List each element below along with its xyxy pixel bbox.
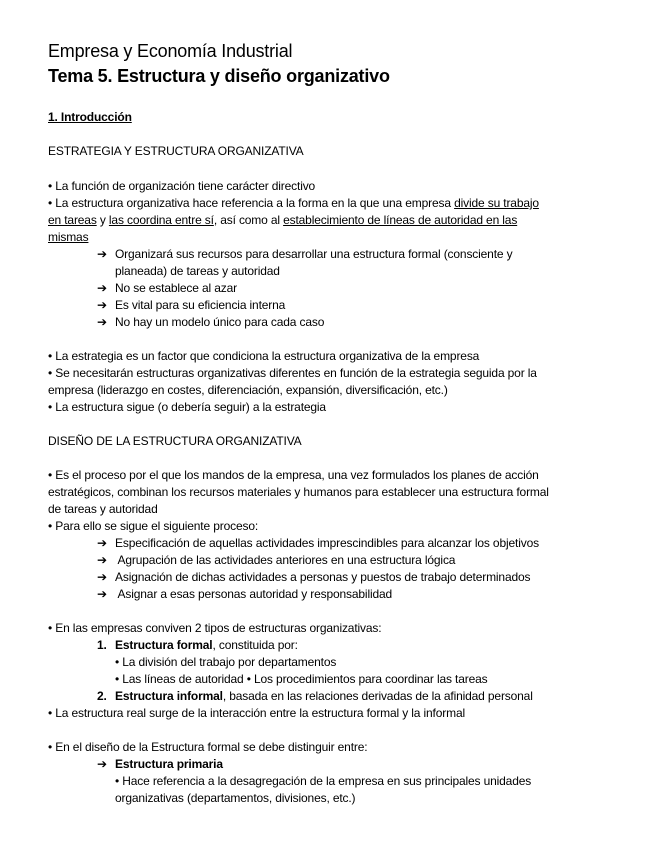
bold-term: Estructura primaria: [115, 757, 223, 771]
bullet-text-continued: [48, 212, 517, 228]
bullet-text-continued: de tareas y autoridad: [48, 502, 158, 516]
process-step: [97, 535, 539, 551]
arrow-icon: ➔: [97, 315, 107, 329]
document-subject: Empresa y Economía Industrial: [48, 41, 293, 61]
bullet-text: • En las empresas conviven 2 tipos de estructuras organizativas:: [48, 621, 382, 635]
section-heading-introduccion: 1. Introducción: [48, 110, 132, 124]
process-step: [97, 569, 530, 585]
sub-bullet-continued: organizativas (departamentos, divisiones, etc.): [115, 791, 356, 805]
arrow-icon: ➔: [97, 281, 107, 295]
subheading-estrategia: ESTRATEGIA Y ESTRUCTURA ORGANIZATIVA: [48, 144, 304, 158]
arrow-icon: ➔: [97, 247, 107, 261]
sub-bullet: • Hace referencia a la desagregación de la empresa en sus principales unidades: [115, 774, 532, 788]
text-run: , así como al: [213, 213, 284, 227]
bullet-text: • Para ello se sigue el siguiente proceso:: [48, 519, 259, 533]
document-title: Tema 5. Estructura y diseño organizativo: [48, 66, 390, 86]
arrow-icon: ➔: [97, 536, 107, 550]
bullet-text: • Es el proceso por el que los mandos de la empresa, una vez formulados los planes de acción: [48, 468, 539, 482]
arrow-icon: ➔: [97, 298, 107, 312]
process-step-text: Especificación de aquellas actividades imprescindibles para alcanzar los objetivos: [115, 536, 539, 550]
bullet-text-continued: empresa (liderazgo en costes, diferenciación, expansión, diversificación, etc.): [48, 383, 448, 397]
item-number: 2.: [97, 689, 107, 703]
item-number: 1.: [97, 638, 107, 652]
bullet-text-continued: estratégicos, combinan los recursos materiales y humanos para establecer una estructura formal: [48, 485, 549, 499]
bullet-text-continued: [48, 229, 88, 245]
bold-term: Estructura informal: [115, 689, 223, 703]
subheading-diseno: DISEÑO DE LA ESTRUCTURA ORGANIZATIVA: [48, 434, 302, 448]
bullet-text: • La estructura real surge de la interacción entre la estructura formal y la informal: [48, 706, 465, 720]
arrow-icon: ➔: [97, 553, 107, 567]
text-run: , constituida por:: [212, 638, 298, 652]
underlined-text: divide su trabajo: [454, 196, 539, 210]
bullet-text: • La estructura sigue (o debería seguir) a la estrategia: [48, 400, 326, 414]
underlined-text: en tareas: [48, 213, 97, 227]
underlined-text: mismas: [48, 230, 89, 244]
arrow-icon: ➔: [97, 757, 107, 771]
bullet-text: • La estrategia es un factor que condiciona la estructura organizativa de la empresa: [48, 349, 480, 363]
sub-bullet: • La división del trabajo por departamentos: [115, 655, 337, 669]
text-run: • La estructura organizativa hace referencia a la forma en la que una empresa: [48, 196, 455, 210]
process-step: [97, 586, 392, 602]
bold-term: Estructura formal: [115, 638, 213, 652]
process-step-text: Agrupación de las actividades anteriores en una estructura lógica: [115, 553, 456, 567]
bullet-text: • En el diseño de la Estructura formal se debe distinguir entre:: [48, 740, 368, 754]
numbered-item: [97, 688, 533, 704]
arrow-item-text: Es vital para su eficiencia interna: [115, 298, 286, 312]
underlined-text: establecimiento de líneas de autoridad en las: [283, 213, 518, 227]
text-run: y: [96, 213, 109, 227]
text-run: , basada en las relaciones derivadas de la afinidad personal: [222, 689, 533, 703]
arrow-icon: ➔: [97, 570, 107, 584]
arrow-item: [97, 280, 237, 296]
arrow-icon: ➔: [97, 587, 107, 601]
arrow-item: [97, 314, 324, 330]
bullet-text: • La función de organización tiene carácter directivo: [48, 179, 316, 193]
arrow-item: [97, 297, 285, 313]
process-step-text: Asignar a esas personas autoridad y responsabilidad: [115, 587, 393, 601]
bullet-text: • Se necesitarán estructuras organizativas diferentes en función de la estrategia seguida por la: [48, 366, 537, 380]
arrow-item-text: No se establece al azar: [115, 281, 237, 295]
numbered-item: [97, 637, 298, 653]
sub-bullet: • Las líneas de autoridad • Los procedimientos para coordinar las tareas: [115, 672, 488, 686]
bullet-text: [48, 195, 539, 211]
arrow-item: [97, 246, 512, 262]
process-step-text: Asignación de dichas actividades a personas y puestos de trabajo determinados: [115, 570, 531, 584]
underlined-text: las coordina entre sí: [108, 213, 214, 227]
arrow-item-text: Organizará sus recursos para desarrollar una estructura formal (consciente y: [115, 247, 513, 261]
arrow-item: [97, 756, 223, 772]
arrow-item-continued: planeada) de tareas y autoridad: [115, 264, 280, 278]
process-step: [97, 552, 455, 568]
arrow-item-text: No hay un modelo único para cada caso: [115, 315, 325, 329]
